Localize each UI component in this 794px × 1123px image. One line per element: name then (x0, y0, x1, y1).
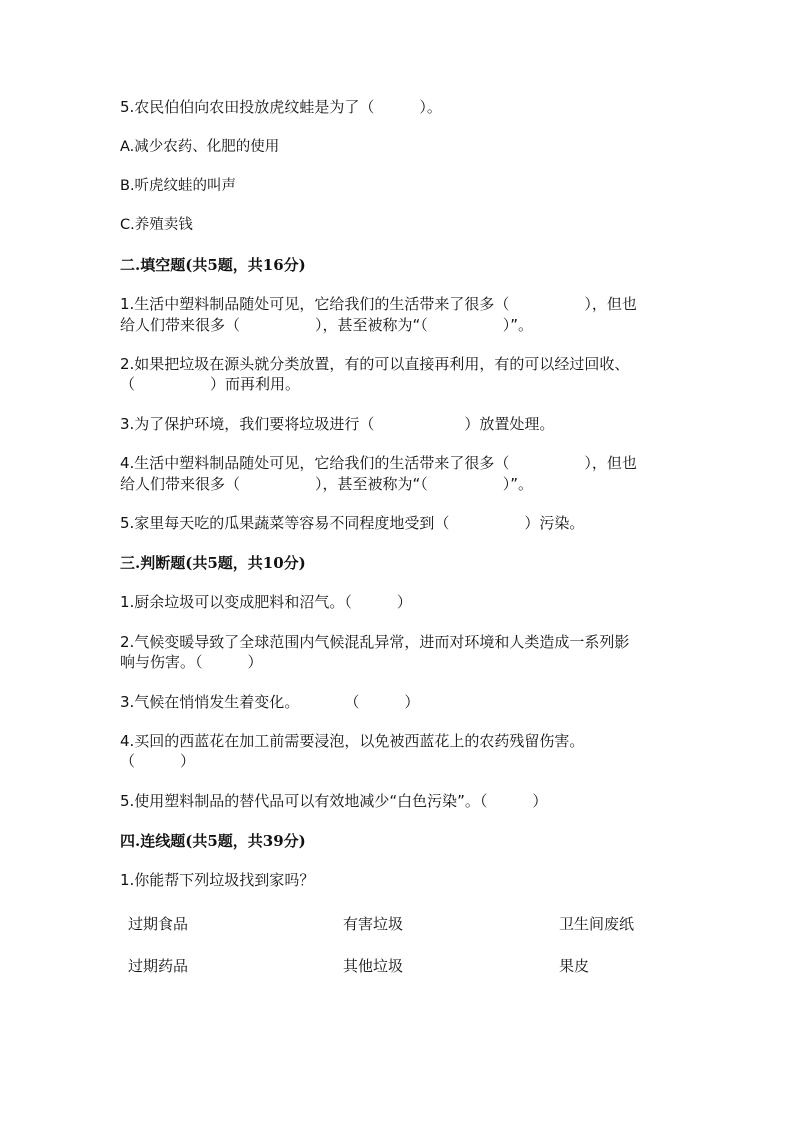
fill-question-2-line-2: （ ）而再利用。 (120, 375, 301, 393)
judge-question-4-line-2: （ ） (120, 752, 196, 770)
judge-question-1: 1.厨余垃圾可以变成肥料和沼气。（ ） (120, 593, 412, 611)
question-5-stem: 5.农民伯伯向农田投放虎纹蛙是为了（ ）。 (120, 98, 442, 116)
match-item-row1-col1: 过期食品 (128, 915, 189, 933)
section-4-heading: 四.连线题(共5题，共39分) (120, 832, 306, 850)
question-5-option-c: C.养殖卖钱 (120, 217, 193, 233)
match-item-row2-col1: 过期药品 (128, 957, 189, 975)
section-3-heading: 三.判断题(共5题，共10分) (120, 554, 306, 572)
section-2-heading: 二.填空题(共5题，共16分) (120, 256, 306, 274)
fill-question-2-line-1: 2.如果把垃圾在源头就分类放置，有的可以直接再利用，有的可以经过回收、 (120, 355, 630, 373)
fill-question-1-line-1: 1.生活中塑料制品随处可见，它给我们的生活带来了很多（ ），但也 (120, 295, 637, 313)
match-item-row2-col2: 其他垃圾 (343, 957, 404, 975)
judge-question-3: 3.气候在悄悄发生着变化。 （ ） (120, 693, 420, 711)
judge-question-5: 5.使用塑料制品的替代品可以有效地减少“白色污染”。（ ） (120, 792, 548, 810)
match-item-row1-col2: 有害垃圾 (343, 915, 404, 933)
question-5-option-a: A.减少农药、化肥的使用 (120, 139, 280, 155)
fill-question-3: 3.为了保护环境，我们要将垃圾进行（ ）放置处理。 (120, 415, 555, 433)
question-5-option-b: B.听虎纹蛙的叫声 (120, 178, 237, 194)
fill-question-1-line-2: 给人们带来很多（ ），甚至被称为“（ ）”。 (120, 316, 534, 334)
judge-question-4-line-1: 4.买回的西蓝花在加工前需要浸泡，以免被西蓝花上的农药残留伤害。 (120, 732, 585, 750)
match-item-row1-col3: 卫生间废纸 (559, 915, 635, 933)
judge-question-2-line-2: 响与伤害。（ ） (120, 653, 263, 671)
judge-question-2-line-1: 2.气候变暖导致了全球范围内气候混乱异常，进而对环境和人类造成一系列影 (120, 633, 630, 651)
fill-question-4-line-1: 4.生活中塑料制品随处可见，它给我们的生活带来了很多（ ），但也 (120, 454, 637, 472)
fill-question-4-line-2: 给人们带来很多（ ），甚至被称为“（ ）”。 (120, 475, 534, 493)
match-question-1: 1.你能帮下列垃圾找到家吗？ (120, 871, 315, 889)
fill-question-5: 5.家里每天吃的瓜果蔬菜等容易不同程度地受到（ ）污染。 (120, 514, 585, 532)
match-item-row2-col3: 果皮 (559, 957, 590, 975)
